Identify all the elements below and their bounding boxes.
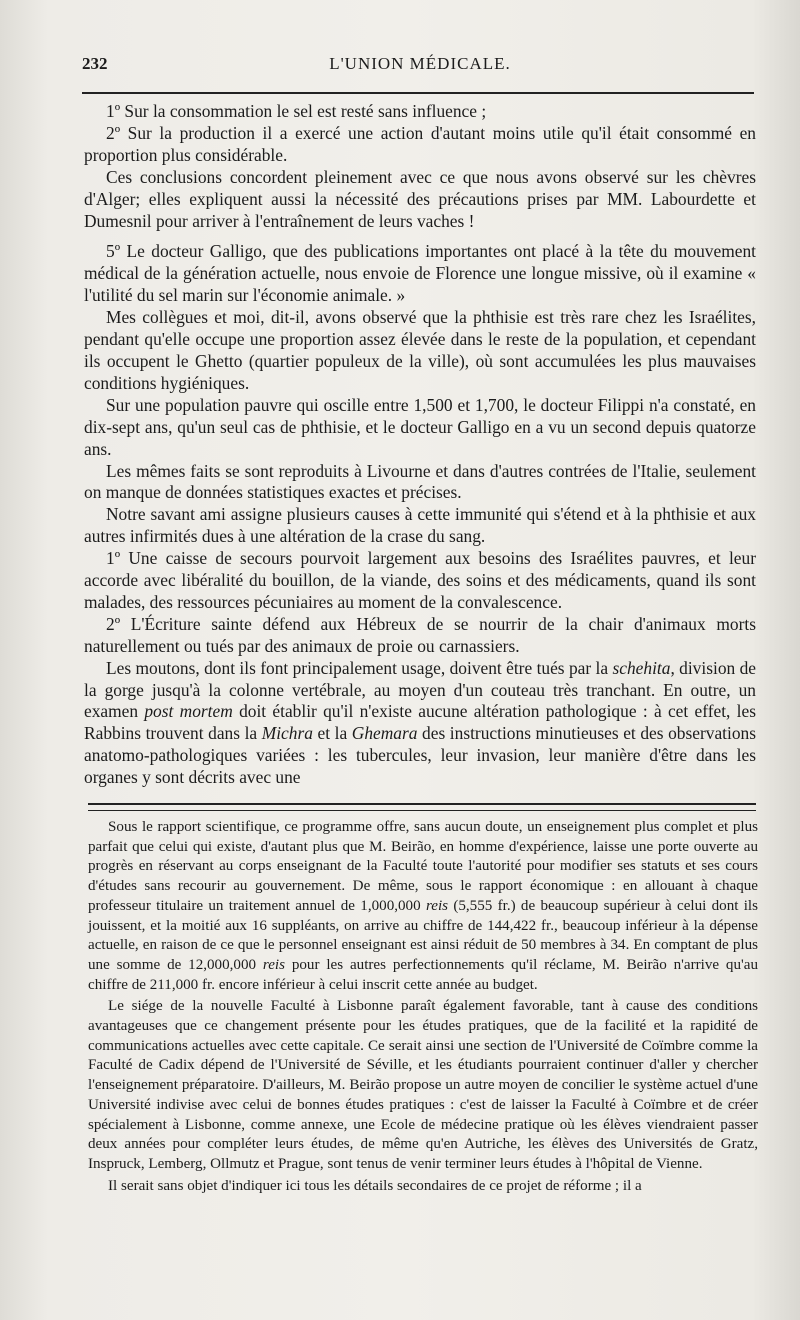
paragraph: 1º Sur la consommation le sel est resté sans influence ; xyxy=(106,101,487,121)
text-run: des instructions minutieuses et des observations anatomo-pathologiques variées : les tubercules, leur invasion, leur manière d'être dans les organes y sont décrits avec une xyxy=(84,723,756,788)
footnote xyxy=(88,818,758,1196)
footnote-separator xyxy=(88,803,756,811)
italic-term: schehita xyxy=(612,657,671,678)
footnote-paragraph: Le siége de la nouvelle Faculté à Lisbonne paraît également favorable, tant à cause des conditions avantageuses que ce changement présente pour les études pratiques, que de la facilité et la rapidité de communications actuelles avec cette capitale. Ce serait ainsi une section de l'Université de Coïmbre comme la Faculté de Cadix dépend de l'Université de Séville, et les étudiants pourraient continuer d'aller y chercher l'enseignement préparatoire. D'ailleurs, M. Beirão propose un autre moyen de concilier le système actuel d'une Université indivise avec celui de bonnes études pratiques : c'est de laisser la Faculté à Coïmbre et de créer spécialement à Lisbonne, comme annexe, une Ecole de médecine pratique où les élèves viendraient passer deux années pour compléter leurs études, de même qu'en Autriche, les élèves des Universités de Gratz, Inspruck, Lemberg, Ollmutz et Prague, sont tenus de venir terminer leurs études à l'hôpital de Vienne. xyxy=(88,998,758,1172)
header-rule xyxy=(82,92,754,94)
footnote-paragraph xyxy=(88,818,758,995)
running-title: L'UNION MÉDICALE. xyxy=(329,54,511,73)
paragraph: 2º L'Écriture sainte défend aux Hébreux de se nourrir de la chair d'animaux morts naturellement ou tués par des animaux de proie ou carnassiers. xyxy=(84,613,756,656)
italic-term: Ghemara xyxy=(351,723,418,744)
text-run: et la xyxy=(312,723,352,744)
italic-term: Michra xyxy=(261,723,313,744)
page-header xyxy=(82,54,758,84)
text-run: doit établir qu'il n'existe aucune altération pathologique : à cet effet, les Rabbins trouvent dans la xyxy=(84,701,756,744)
text-run: pour les autres perfectionnements qu'il réclame, M. Beirão n'arrive qu'au chiffre de 211,000 fr. encore inférieur à celui inscrit cette année au budget. xyxy=(88,956,758,993)
italic-term: reis xyxy=(262,956,285,973)
text-run: Les moutons, dont ils font principalement usage, doivent être tués par la xyxy=(106,657,613,678)
paragraph: Mes collègues et moi, dit-il, avons observé que la phthisie est très rare chez les Israélites, pendant qu'elle occupe une proportion assez élevée dans le reste de la population, et cependant ils occupent le Ghetto (quartier populeux de la ville), où sont accumulées les plus mauvaises conditions hygiéniques. xyxy=(84,307,756,393)
text-run: (5,555 fr.) de beaucoup supérieur à celui dont ils jouissent, et la moitié aux 16 suppléants, on arrive au chiffre de 144,422 fr., beaucoup inférieur à la dépense actuelle, en raison de ce que le personnel enseignant est ainsi réduit de 50 membres à 34. En comptant de plus une somme de 12,000,000 xyxy=(88,897,758,973)
paragraph: Sur une population pauvre qui oscille entre 1,500 et 1,700, le docteur Filippi n'a constaté, en dix-sept ans, qu'un seul cas de phthisie, et le docteur Galligo en a vu un second depuis quatorze ans. xyxy=(84,394,756,459)
paragraph: 2º Sur la production il a exercé une action d'autant moins utile qu'il était consommé en proportion plus considérable. xyxy=(84,122,756,165)
text-run: , division de la gorge jusqu'à la colonne vertébrale, au moyen d'un couteau très tranchant. En outre, un examen xyxy=(84,657,756,722)
paragraph: 1º Une caisse de secours pourvoit largement aux besoins des Israélites pauvres, et leur accorde avec libéralité du bouillon, de la viande, des soins et des médicaments, quand ils sont malades, des ressources pécuniaires au moment de la convalescence. xyxy=(84,548,756,612)
paragraph xyxy=(84,658,756,789)
main-text xyxy=(84,101,756,789)
italic-term: reis xyxy=(425,897,449,914)
paragraph: Ces conclusions concordent pleinement avec ce que nous avons observé sur les chèvres d'Alger; elles expliquent aussi la nécessité des précautions prises par MM. Labourdette et Dumesnil pour arriver à l'entraînement de leurs vaches ! xyxy=(84,166,756,231)
page-number: 232 xyxy=(82,54,108,73)
paragraph: 5º Le docteur Galligo, que des publications importantes ont placé à la tête du mouvement médical de la génération actuelle, nous envoie de Florence une longue missive, où il examine « l'utilité du sel marin sur l'économie animale. » xyxy=(84,241,756,306)
paragraph: Les mêmes faits se sont reproduits à Livourne et dans d'autres contrées de l'Italie, seulement on manque de données statistiques exactes et précises. xyxy=(84,460,756,503)
footnote-paragraph: Il serait sans objet d'indiquer ici tous les détails secondaires de ce projet de réforme ; il a xyxy=(108,1177,642,1194)
paragraph: Notre savant ami assigne plusieurs causes à cette immunité qui s'étend et à la phthisie et aux autres infirmités dues à une altération de la crase du sang. xyxy=(84,504,756,547)
text-run: Sous le rapport scientifique, ce programme offre, sans aucun doute, un enseignement plus complet et plus parfait que celui qui existe, d'autant plus que M. Beirão, en homme d'expérience, laisse une porte ouverte au progrès en réservant au corps enseignant de la Faculté toute l'autorité pour modifier ses statuts et ses cours d'études sans recourir au gouvernement. De même, sous le rapport économique : en allouant à chaque professeur titulaire un traitement annuel de 1,000,000 xyxy=(88,819,758,914)
italic-term: post mortem xyxy=(144,701,233,722)
